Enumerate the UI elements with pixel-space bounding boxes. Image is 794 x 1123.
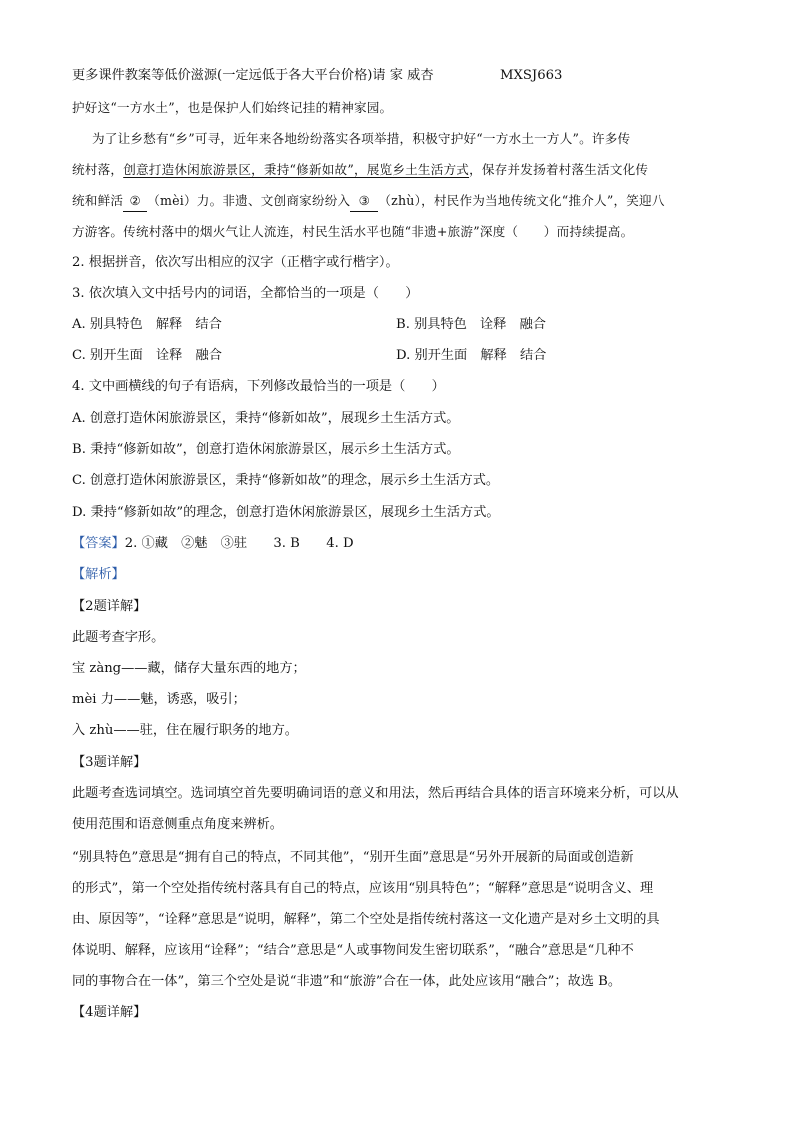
analysis-line: 此题考查字形。: [72, 630, 165, 645]
analysis-line: mèi 力——魅，诱惑，吸引；: [72, 692, 246, 707]
passage-fragment: 统和鲜活: [72, 193, 124, 208]
q4-option-d: D. 秉持“修新如故”的理念，创意打造休闲旅游景区，展现乡土生活方式。: [72, 505, 500, 520]
q3-option-b: B. 别具特色 诠释 融合: [396, 317, 546, 332]
passage-fragment: ，保存并发扬着村落生活文化传: [469, 162, 649, 177]
passage-fragment: 统村落，: [72, 162, 124, 177]
analysis-line: 入 zhù——驻，住在履行职务的地方。: [72, 723, 298, 738]
q2-detail-title: 【2题详解】: [72, 599, 147, 614]
promo-text: 更多课件教案等低价滋源(一定远低于各大平台价格)请 家 威杏: [72, 68, 434, 83]
answer-label: 【答案】: [72, 536, 125, 551]
promo-header: [72, 66, 563, 86]
passage-line: 护好这“一方水土”，也是保护人们始终记挂的精神家园。: [72, 100, 393, 115]
q3-options-row-2: [72, 346, 547, 366]
q4-option-c: C. 创意打造休闲旅游景区，秉持“修新如故”的理念，展示乡土生活方式。: [72, 473, 500, 488]
q3-options-row-1: [72, 315, 546, 335]
analysis-line: 同的事物合在一体”，第三个空处是说“非遗”和“旅游”合在一体，此处应该用“融合”；故选 B。: [72, 974, 622, 989]
passage-fragment: （mèi）力。非遗、文创商家纷纷入: [147, 193, 351, 208]
passage-fragment: （zhù），村民作为当地传统文化“推介人”，笑迎八: [378, 193, 665, 208]
passage-line: 方游客。传统村落中的烟火气让人流连，村民生活水平也随“非遗+旅游”深度（ ）而持续提高。: [72, 224, 634, 239]
analysis-line: 体说明、解释，应该用“诠释”；“结合”意思是“人或事物间发生密切联系”，“融合”意思是“几种不: [72, 943, 634, 958]
q4-detail-title: 【4题详解】: [72, 1005, 147, 1020]
answer-line: [72, 534, 354, 554]
passage-line: 为了让乡愁有“乡”可寻，近年来各地纷纷落实各项举措，积极守护好“一方水土一方人”。许多传: [92, 131, 631, 146]
analysis-label: 【解析】: [72, 567, 125, 582]
q3-option-a: A. 别具特色 解释 结合: [72, 317, 222, 332]
q3-detail-title: 【3题详解】: [72, 755, 147, 770]
blank-3: ③: [350, 191, 378, 212]
analysis-line: 的形式”，第一个空处指传统村落具有自己的特点，应该用“别具特色”；“解释”意思是“说明含义、理: [72, 881, 654, 896]
q3-option-c: C. 别开生面 诠释 融合: [72, 348, 222, 363]
passage-line: [72, 160, 648, 180]
analysis-line: “别具特色”意思是“拥有自己的特点，不同其他”，“别开生面”意思是“另外开展新的局面或创造新: [72, 850, 634, 865]
question-2: 2. 根据拼音，依次写出相应的汉字（正楷字或行楷字）。: [72, 255, 399, 270]
question-3: 3. 依次填入文中括号内的词语，全都恰当的一项是（ ）: [72, 286, 419, 301]
question-4: 4. 文中画横线的句子有语病，下列修改最恰当的一项是（ ）: [72, 379, 445, 394]
analysis-line: 由、原因等”，“诠释”意思是“说明，解释”，第二个空处是指传统村落这一文化遗产是对乡土文明的具: [72, 912, 660, 927]
analysis-line: 使用范围和语意侧重点角度来辨析。: [72, 817, 283, 832]
promo-code: MXSJ663: [500, 68, 563, 83]
analysis-line: 宝 zàng——藏，储存大量东西的地方；: [72, 661, 306, 676]
q4-option-b: B. 秉持“修新如故”，创意打造休闲旅游景区，展示乡土生活方式。: [72, 442, 460, 457]
blank-2: ②: [123, 191, 147, 212]
passage-line: [72, 191, 665, 212]
answer-text: 2. ①藏 ②魅 ③驻 3. B 4. D: [124, 536, 354, 551]
q4-option-a: A. 创意打造休闲旅游景区，秉持“修新如故”，展现乡土生活方式。: [72, 411, 460, 426]
analysis-line: 此题考查选词填空。选词填空首先要明确词语的意义和用法，然后再结合具体的语言环境来分析，可以从: [72, 786, 679, 801]
q3-option-d: D. 别开生面 解释 结合: [396, 348, 547, 363]
underlined-sentence: 创意打造休闲旅游景区，秉持“修新如故”，展览乡土生活方式: [123, 162, 470, 177]
